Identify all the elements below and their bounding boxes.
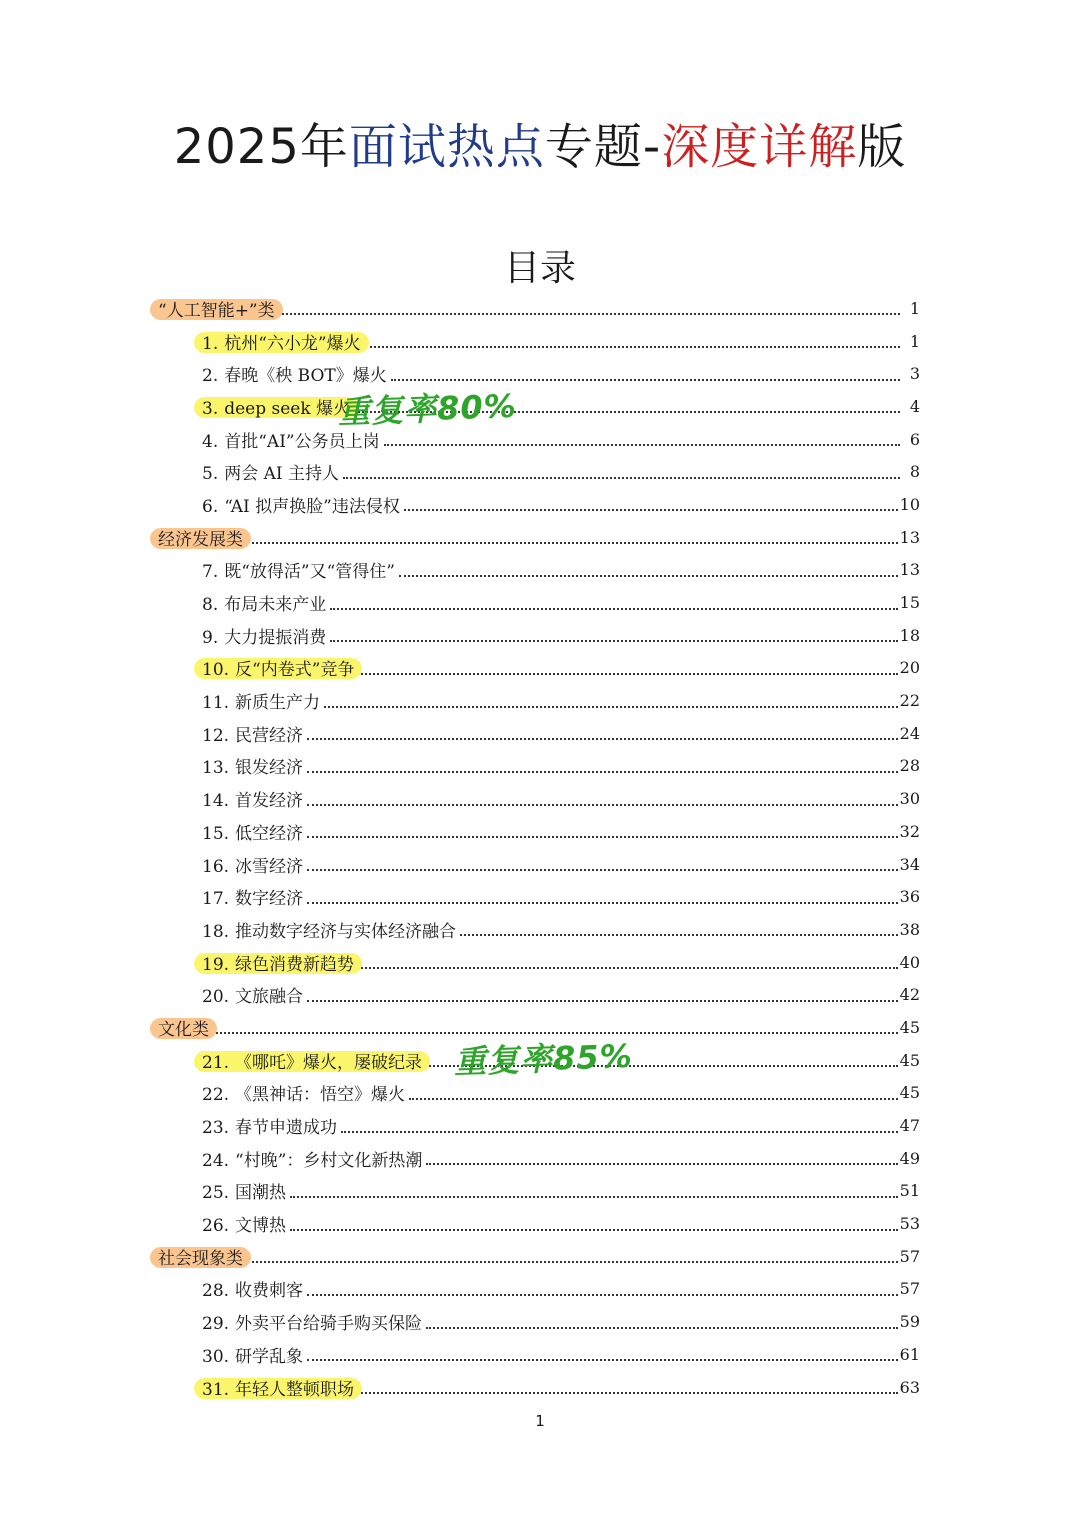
toc-entry-page: 34 [899,854,920,874]
dot-leader [358,1392,898,1394]
toc-entry-page: 45 [899,1083,920,1103]
toc-entry-text: “村晚”：乡村文化新热潮 [235,1150,423,1171]
toc-entry-text: 年轻人整顿职场 [235,1379,355,1400]
toc-entry-text: 大力提振消费 [224,627,327,648]
title-part-special: 专题- [544,119,662,175]
toc-entry-page: 49 [899,1148,920,1168]
dot-leader [358,673,897,675]
toc-entry-text: 《黑神话：悟空》爆火 [235,1085,406,1106]
toc-entry-text: 两会 AI 主持人 [224,464,340,485]
toc-entry[interactable] [156,1371,920,1404]
table-of-contents [156,292,920,1403]
toc-entry-text: 杭州“六小龙”爆火 [224,333,361,354]
toc-entry-number: 9. [202,627,219,648]
dot-leader [307,1359,898,1361]
toc-entry-text: 春节申遗成功 [235,1118,338,1139]
toc-entry-page: 28 [899,756,920,776]
dot-leader [426,1163,897,1165]
toc-entry[interactable] [156,848,920,881]
toc-entry-label [200,623,328,648]
toc-entry-page: 32 [899,821,920,841]
toc-entry-page: 45 [899,1017,920,1037]
toc-entry-page: 13 [899,527,920,547]
toc-entry-page: 20 [899,658,920,678]
dot-leader [341,1131,898,1133]
toc-entry[interactable] [156,978,920,1011]
toc-entry-number: 16. [202,856,230,877]
toc-section[interactable] [156,521,920,554]
dot-leader [399,575,898,577]
title-part-year: 2025年 [173,119,349,175]
toc-entry-text: “人工智能+”类 [158,300,275,321]
dot-leader [307,902,898,904]
toc-entry-number: 3. [202,398,219,419]
toc-entry-text: 民营经济 [235,725,304,746]
toc-entry-page: 36 [899,887,920,907]
toc-entry-label [200,1113,339,1138]
toc-entry[interactable] [156,815,920,848]
toc-entry-number: 19. [202,954,230,975]
toc-entry-label [200,950,356,975]
toc-entry-label [156,1015,211,1040]
toc-entry-page: 59 [899,1312,920,1332]
toc-entry-text: 既“放得活”又“管得住” [224,562,395,583]
toc-section[interactable] [156,292,920,325]
toc-entry-text: “AI 拟声换脸”违法侵权 [224,496,400,517]
toc-entry-text: 国潮热 [235,1183,287,1204]
title-part-in-depth: 深度详解 [661,119,858,175]
toc-entry[interactable] [156,750,920,783]
toc-entry-text: 低空经济 [235,823,304,844]
toc-entry-label [200,557,397,582]
toc-entry-label [200,329,363,354]
toc-entry-label [200,590,328,615]
toc-entry-page: 10 [899,494,920,514]
toc-entry-text: 绿色消费新趋势 [235,954,355,975]
dot-leader [384,444,900,446]
page-number: 1 [535,1412,545,1430]
toc-entry-text: 经济发展类 [158,529,243,550]
toc-entry-number: 23. [202,1118,230,1139]
dot-leader [404,509,898,511]
toc-entry-number: 6. [202,496,219,517]
toc-entry-text: 文博热 [235,1216,287,1237]
toc-entry-label [200,819,305,844]
dot-leader [409,1098,898,1100]
toc-entry-text: 推动数字经济与实体经济融合 [235,921,457,942]
dot-leader [358,967,898,969]
toc-entry-page: 57 [899,1279,920,1299]
toc-entry-text: 反“内卷式”竞争 [235,660,355,681]
toc-entry-page: 3 [909,364,920,384]
toc-entry[interactable] [156,423,920,456]
toc-entry-label [200,1178,288,1203]
toc-entry-label [200,655,356,680]
toc-entry-number: 25. [202,1183,230,1204]
toc-entry-label [200,721,305,746]
toc-entry-label [200,1146,424,1171]
toc-entry-text: 外卖平台给骑手购买保险 [235,1314,423,1335]
toc-section[interactable] [156,1240,920,1273]
toc-entry[interactable] [156,1109,920,1142]
toc-entry-page: 4 [909,396,920,416]
toc-entry-label [200,459,341,484]
toc-entry-number: 28. [202,1281,230,1302]
toc-entry-number: 24. [202,1150,230,1171]
toc-entry-text: 冰雪经济 [235,856,304,877]
toc-entry-number: 12. [202,725,230,746]
toc-entry[interactable] [156,586,920,619]
toc-entry-text: 首发经济 [235,791,304,812]
toc-entry-number: 10. [202,660,230,681]
toc-entry-label [200,688,322,713]
toc-entry-text: 布局未来产业 [224,595,327,616]
toc-entry-page: 15 [899,593,920,613]
dot-leader [290,1229,898,1231]
toc-entry-label [200,394,352,419]
toc-entry-number: 22. [202,1085,230,1106]
toc-entry[interactable] [156,717,920,750]
dot-leader [330,640,897,642]
toc-entry[interactable] [156,1338,920,1371]
dot-leader [307,771,898,773]
dot-leader [307,738,898,740]
toc-entry[interactable] [156,1077,920,1110]
toc-entry-number: 20. [202,987,230,1008]
dot-leader [307,804,898,806]
toc-heading: 目录 [503,248,576,289]
toc-entry-page: 6 [909,429,920,449]
toc-entry-number: 4. [202,431,219,452]
toc-entry-number: 2. [202,366,219,387]
toc-entry-text: 首批“AI”公务员上岗 [224,431,380,452]
toc-entry-label [156,296,277,321]
toc-entry-label [200,1048,424,1073]
toc-entry-number: 31. [202,1379,230,1400]
toc-entry-number: 30. [202,1346,230,1367]
dot-leader [343,477,900,479]
toc-entry-text: 银发经济 [235,758,304,779]
toc-entry-page: 1 [909,331,920,351]
toc-entry-text: 收费刺客 [235,1281,304,1302]
dot-leader [391,379,900,381]
toc-entry[interactable] [156,913,920,946]
toc-entry-page: 63 [899,1377,920,1397]
toc-entry[interactable] [156,488,920,521]
toc-entry-number: 13. [202,758,230,779]
toc-entry-page: 8 [909,462,920,482]
toc-entry[interactable] [156,455,920,488]
toc-entry-number: 11. [202,693,230,714]
toc-entry-number: 26. [202,1216,230,1237]
toc-entry-page: 45 [899,1050,920,1070]
toc-entry-label [200,786,305,811]
toc-entry-number: 29. [202,1314,230,1335]
toc-entry-number: 17. [202,889,230,910]
toc-entry-label [200,492,402,517]
dot-leader [426,1327,898,1329]
toc-entry-text: 春晚《秧 BOT》爆火 [224,366,387,387]
toc-entry-text: deep seek 爆火 [224,398,351,419]
toc-entry-number: 18. [202,921,230,942]
dot-leader [247,1261,898,1263]
title-part-edition: 版 [857,119,907,175]
toc-entry-page: 38 [899,919,920,939]
toc-entry-label [200,1309,424,1334]
toc-entry-label [156,1244,245,1269]
toc-entry-label [200,1276,305,1301]
toc-entry[interactable] [156,652,920,685]
toc-entry-number: 14. [202,791,230,812]
toc-entry[interactable] [156,1175,920,1208]
toc-entry-page: 53 [899,1214,920,1234]
toc-entry-label [200,1080,407,1105]
toc-entry-text: 社会现象类 [158,1248,243,1269]
toc-entry-number: 21. [202,1052,230,1073]
toc-entry[interactable] [156,684,920,717]
dot-leader [365,346,900,348]
toc-entry-page: 51 [899,1181,920,1201]
dot-leader [247,542,898,544]
toc-entry-label [200,1375,356,1400]
toc-entry-number: 7. [202,562,219,583]
toc-entry-number: 5. [202,464,219,485]
toc-entry[interactable] [156,1142,920,1175]
toc-entry-page: 42 [899,985,920,1005]
dot-leader [307,836,898,838]
dot-leader [460,934,898,936]
handwritten-annotation-repeat-rate-85: 重复率85% [453,1036,634,1082]
handwritten-annotation-repeat-rate-80: 重复率80% [337,386,518,432]
toc-entry-page: 47 [899,1116,920,1136]
toc-entry-page: 61 [899,1344,920,1364]
toc-entry[interactable] [156,554,920,587]
dot-leader [324,706,898,708]
dot-leader [290,1196,898,1198]
toc-entry-number: 1. [202,333,219,354]
toc-entry[interactable] [156,1273,920,1306]
toc-entry[interactable] [156,1305,920,1338]
toc-entry-page: 30 [899,789,920,809]
toc-entry[interactable] [156,390,920,423]
toc-entry[interactable] [156,946,920,979]
toc-entry-label [156,525,245,550]
toc-entry-text: 文化类 [158,1019,209,1040]
toc-entry-page: 24 [899,723,920,743]
dot-leader [307,1294,898,1296]
toc-entry-text: 文旅融合 [235,987,304,1008]
dot-leader [330,608,897,610]
title-part-hot-topics: 面试热点 [348,119,545,175]
toc-entry[interactable] [156,782,920,815]
document-title [0,112,1080,182]
toc-entry-text: 数字经济 [235,889,304,910]
toc-entry-text: 研学乱象 [235,1346,304,1367]
toc-entry-number: 8. [202,595,219,616]
toc-entry[interactable] [156,357,920,390]
toc-entry-page: 57 [899,1246,920,1266]
toc-entry-page: 18 [899,625,920,645]
toc-entry[interactable] [156,325,920,358]
toc-entry-page: 40 [899,952,920,972]
toc-entry-page: 22 [899,691,920,711]
dot-leader [307,1000,898,1002]
toc-entry[interactable] [156,619,920,652]
toc-entry[interactable] [156,880,920,913]
toc-entry-label [200,884,305,909]
toc-entry-label [200,1211,288,1236]
toc-entry-text: 新质生产力 [235,693,321,714]
toc-entry-text: 《哪吒》爆火，屡破纪录 [235,1052,423,1073]
toc-entry-label [200,1342,305,1367]
dot-leader [307,869,898,871]
toc-entry-number: 15. [202,823,230,844]
toc-entry-label [200,917,458,942]
toc-entry-label [200,982,305,1007]
toc-entry-page: 13 [899,560,920,580]
toc-entry-label [200,753,305,778]
toc-entry-label [200,361,389,386]
toc-entry-page: 1 [909,298,920,318]
dot-leader [279,313,900,315]
toc-entry[interactable] [156,1207,920,1240]
toc-entry-label [200,852,305,877]
